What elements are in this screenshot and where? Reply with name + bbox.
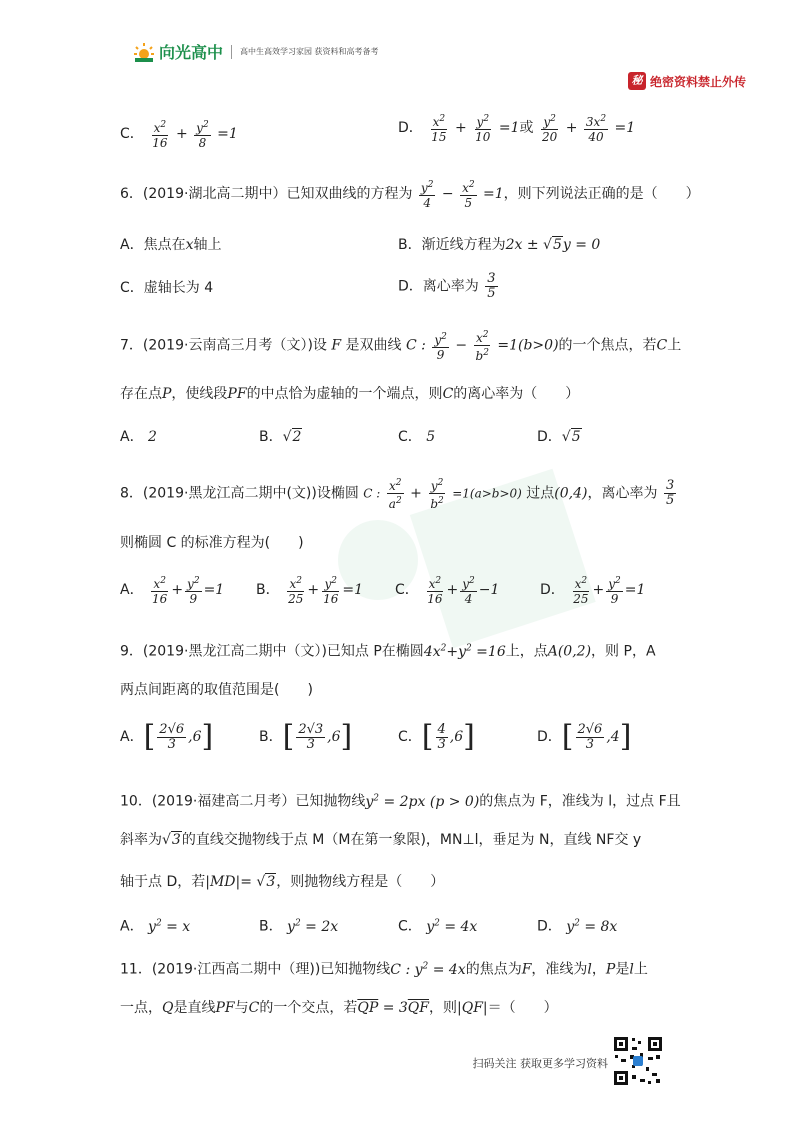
q11-line-2: 一点，Q是直线PF与C的一个交点，若$\overline{QP} = 3\overline{QF}$，则|QF|＝（ ） [120,1000,558,1016]
q7-line-1: 7．(2019·云南高三月考（文）)设 F 是双曲线 C : $\frac{y^2}{9}$ − $\frac{x^2}{b^2}$ =1(b>0)的一个焦点，若C上 [120,330,682,363]
q6-option-a: A．焦点在x轴上 [120,237,222,253]
footer-text: 扫码关注 获取更多学习资料 [472,1057,608,1070]
q8-line-2: 则椭圆 C 的标准方程为( ) [120,535,304,551]
q9-option-a: A．[ $\frac{2√6}{3}$ ,6] [120,719,214,754]
q5-option-d: D． $\frac{x^2}{15}$ + $\frac{y^2}{10}$ =1或 $\frac{y^2}{20}$ + $\frac{3x^2}{40}$ =1 [398,114,636,144]
q8-stem: 8．(2019·黑龙江高二期中(文))设椭圆 C : $\frac{x^2}{a^2}$ + $\frac{y^2}{b^2}$ =1(a>b>0) 过点(0,4)，离心率为 $\frac{3}{5}$ [120,478,675,511]
q8-option-d: D． $\frac{x^2}{25}$ + $\frac{y^2}{9}$ =1 [540,576,646,606]
secret-text: 绝密资料禁止外传 [649,74,746,89]
brand-logo [133,40,379,63]
q10-option-d: D． $y^2 = 8x$ [537,918,618,935]
q8-option-a: A． $\frac{x^2}{16}$ + $\frac{y^2}{9}$ =1 [120,576,225,606]
q10-option-c: C． $y^2 = 4x$ [398,918,478,935]
q8-option-b: B． $\frac{x^2}{25}$ + $\frac{y^2}{16}$ =1 [256,576,363,606]
q9-stem: 9．(2019·黑龙江高二期中（文）)已知点 P在椭圆$4x^2+y^2 =16$上，点A(0,2)，则 P，A [120,643,656,660]
q5-option-c: C． $\frac{x^2}{16}$ + $\frac{y^2}{8}$ =1 [120,120,238,150]
q7-option-b: B．√2 [259,429,302,445]
logo-slogan: 高中生高效学习家园 获资料和高考备考 [240,47,379,56]
q10-line-1: 10．(2019·福建高二月考）已知抛物线$y^2 = 2px$ (p > 0)的焦点为 F，准线为 l，过点 F且 [120,793,681,810]
q7-line-2: 存在点P，使线段PF的中点恰为虚轴的一个端点，则C的离心率为（ ） [120,386,580,402]
q11-line-1: 11．(2019·江西高二期中（理))已知抛物线C : $y^2 = 4x$的焦点为F，准线为l，P是l上 [120,961,648,978]
q8-option-c: C． $\frac{x^2}{16}$ + $\frac{y^2}{4}$ −1 [395,576,500,606]
logo-divider [231,45,232,59]
q10-option-b: B． $y^2 = 2x$ [259,918,339,935]
q10-line-3: 轴于点 D，若|MD|= √3，则抛物线方程是（ ） [120,874,445,890]
q7-option-a: A． 2 [120,429,157,445]
q10-line-2: 斜率为√3的直线交抛物线于点 M（M在第一象限)，MN⊥l，垂足为 N，直线 NF交 y [120,832,642,848]
qr-code-icon[interactable] [612,1035,664,1087]
q7-option-c: C． 5 [398,429,436,445]
q9-option-c: C．[ $\frac{4}{3}$ ,6] [398,719,475,754]
q9-option-d: D．[ $\frac{2√6}{3}$ ,4] [537,719,632,754]
q7-option-d: D．√5 [537,429,581,445]
secret-seal-icon: 秘 [628,72,646,90]
q6-option-b: B．渐近线方程为2x ± √5y = 0 [398,237,601,253]
confidential-badge [628,72,746,90]
q6-option-c: C．虚轴长为 4 [120,280,214,296]
q10-option-a: A． $y^2 = x$ [120,918,191,935]
q9-option-b: B．[ $\frac{2√3}{3}$ ,6] [259,719,353,754]
q6-option-d: D．离心率为 $\frac{3}{5}$ [398,271,496,301]
sun-logo-icon [133,41,155,63]
q9-line-2: 两点间距离的取值范围是( ) [120,682,313,698]
q6-stem: 6．(2019·湖北高二期中）已知双曲线的方程为 $\frac{y^2}{4}$ − $\frac{x^2}{5}$ =1，则下列说法正确的是（ ） [120,180,700,210]
logo-name: 向光高中 [159,43,224,62]
